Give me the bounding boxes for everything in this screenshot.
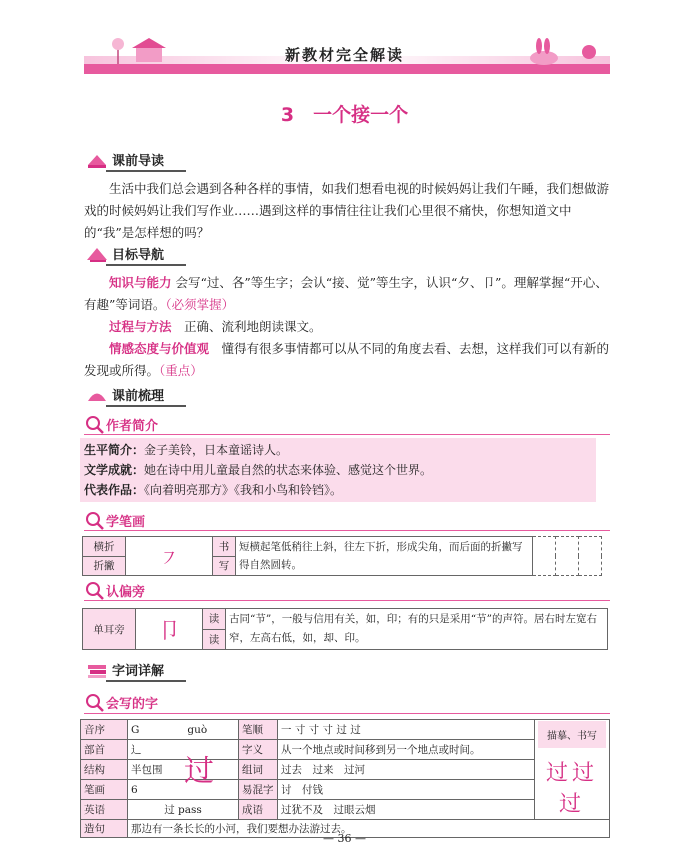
- divider: [84, 600, 610, 601]
- intro-paragraph: 生活中我们总会遇到各种各样的事情，如我们想看电视的时候妈妈让我们午睡，我们想做游戏的时候妈妈让我们写作业……遇到这样的事情往往让我们心里很不痛快，你想知道文中的“我”是怎样想的吗？: [84, 181, 610, 240]
- chengyu-value: 过犹不及 过眼云烟: [278, 800, 535, 820]
- magnifier-icon: [84, 692, 106, 712]
- author-heading-label: 作者简介: [106, 418, 159, 434]
- char-table: [80, 719, 610, 838]
- label-zaoju: 造句: [81, 820, 128, 838]
- label-chengyu: 成语: [239, 800, 278, 820]
- goal-label: 情感态度与价值观: [109, 341, 210, 356]
- author-row: [84, 460, 592, 480]
- section-sort: [86, 385, 164, 404]
- stroke-table: [82, 536, 602, 576]
- goal-note: （重点）: [159, 363, 203, 378]
- zuci-value: 过去 过来 过河: [278, 760, 535, 780]
- magnifier-icon: [84, 580, 106, 600]
- goal-knowledge: [84, 272, 612, 316]
- magnifier-icon: [84, 414, 106, 434]
- page-number: — 36 —: [323, 832, 366, 845]
- bishun-value: 一 寸 寸 寸 过 过: [278, 720, 535, 740]
- bushou-value: 辶: [128, 740, 239, 760]
- char-heading: [84, 692, 158, 712]
- author-box: [80, 438, 596, 502]
- jiegou-cell: [128, 754, 239, 789]
- goal-text: 会写“过、各”等生字；会认“接、觉”等生字，认识“夕、卩”。理解掌握“开心、有趣”等词语。: [84, 275, 608, 312]
- trace-char: 过: [572, 761, 599, 786]
- big-char: 过: [184, 754, 214, 789]
- goal-note: （必须掌握）: [165, 297, 235, 312]
- stroke-heading-label: 学笔画: [106, 514, 146, 530]
- goal-text: 懂得有很多事情都可以从不同的角度去看、去想，这样我们可以有新的发现或所得。: [84, 341, 610, 378]
- label-zuci: 组词: [239, 760, 278, 780]
- section-preview-title: 课前导读: [112, 154, 165, 169]
- stroke-name: 折撇: [83, 556, 126, 576]
- zaoju-value: 那边有一条长长的小河，我们要想办法游过去。: [128, 820, 610, 838]
- radical-glyph: 卩: [136, 609, 203, 650]
- practice-grid: [579, 537, 602, 576]
- author-value: 《向着明亮那方》《我和小鸟和铃铛》。: [144, 483, 343, 497]
- trace-chars: [538, 756, 606, 818]
- author-key: 代表作品：: [84, 483, 145, 497]
- label-bihua: 笔画: [81, 780, 128, 800]
- trace-char: 过: [545, 761, 572, 786]
- books-icon: [86, 661, 108, 679]
- author-value: 金子美铃，日本童谣诗人。: [144, 443, 289, 457]
- practice-grid: [533, 537, 556, 576]
- divider: [84, 434, 610, 435]
- compass-icon: [86, 245, 108, 263]
- char-heading-label: 会写的字: [106, 696, 159, 712]
- magnifier-icon: [84, 510, 106, 530]
- leaf-icon: [86, 386, 108, 404]
- author-row: [84, 480, 592, 500]
- section-preview: [86, 150, 164, 169]
- label-yixiezi: 易混字: [239, 780, 278, 800]
- author-key: 生平简介：: [84, 443, 145, 457]
- radical-table: [82, 608, 608, 650]
- radical-du: 读: [203, 629, 226, 650]
- section-goals-title: 目标导航: [112, 248, 165, 263]
- stroke-heading: [84, 510, 145, 530]
- section-words: [86, 660, 164, 679]
- label-bishun: 笔顺: [239, 720, 278, 740]
- stroke-xie: 写: [213, 556, 236, 576]
- jiegou-value: 半包围: [131, 764, 163, 776]
- goal-label: 过程与方法: [109, 319, 172, 334]
- yinxu-cell: [128, 720, 239, 740]
- section-words-title: 字词详解: [112, 664, 165, 679]
- goal-emotion: [84, 338, 612, 382]
- yinxu-value: G: [131, 723, 140, 736]
- stroke-glyph: ㇇: [126, 537, 213, 576]
- trace-char: 过: [558, 792, 585, 817]
- ziyi-value: 从一个地点或时间移到另一个地点或时间。: [278, 740, 535, 760]
- radical-du: 读: [203, 609, 226, 630]
- practice-grid: [556, 537, 579, 576]
- label-yinxu: 音序: [81, 720, 128, 740]
- section-sort-title: 课前梳理: [112, 389, 165, 404]
- radical-name: 单耳旁: [83, 609, 136, 650]
- trace-label: 描摹、书写: [538, 721, 606, 748]
- stroke-shu: 书: [213, 537, 236, 557]
- divider: [84, 530, 610, 531]
- section-goals: [86, 244, 164, 263]
- goal-process: [84, 316, 612, 338]
- author-value: 她在诗中用儿童最自然的状态来体验、感觉这个世界。: [144, 463, 433, 477]
- goal-label: 知识与能力: [109, 275, 172, 290]
- author-row: [84, 440, 592, 460]
- stroke-desc: 短横起笔低稍往上斜，往左下折，形成尖角，而后面的折撇写得自然圆转。: [236, 537, 533, 576]
- stroke-name: 横折: [83, 537, 126, 557]
- label-ziyi: 字义: [239, 740, 278, 760]
- radical-heading: [84, 580, 145, 600]
- label-yingyu: 英语: [81, 800, 128, 820]
- author-heading: [84, 414, 158, 434]
- yixiezi-value: 讨 付钱: [278, 780, 535, 800]
- trace-cell: [535, 720, 610, 820]
- label-bushou: 部首: [81, 740, 128, 760]
- author-key: 文学成就：: [84, 463, 145, 477]
- header-title: 新教材完全解读: [284, 46, 404, 64]
- bihua-value: 6: [128, 780, 239, 800]
- radical-desc: 古同“节”，一般与信用有关，如，印；有的只是采用“节”的声符。居右时左宽右窄，左高右低，如，却、印。: [226, 609, 608, 650]
- pinyin-value: guò: [187, 723, 208, 736]
- yingyu-value: 过 pass: [128, 800, 239, 820]
- lesson-title: 3 一个接一个: [280, 104, 409, 126]
- goal-text: 正确、流利地朗读课文。: [184, 319, 322, 334]
- radical-heading-label: 认偏旁: [106, 584, 146, 600]
- book-icon: [86, 151, 108, 169]
- label-jiegou: 结构: [81, 760, 128, 780]
- divider: [84, 713, 610, 714]
